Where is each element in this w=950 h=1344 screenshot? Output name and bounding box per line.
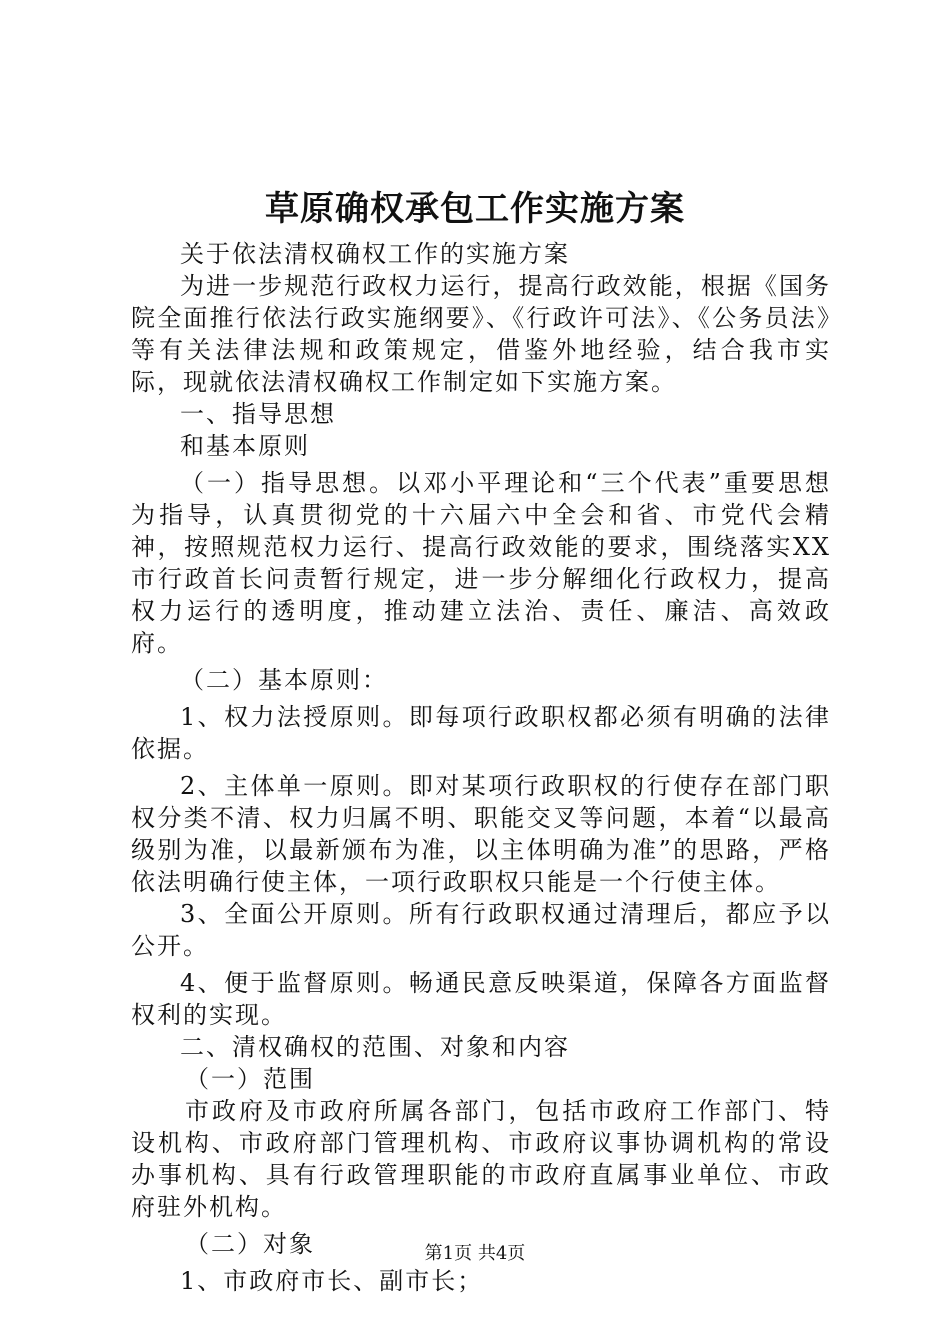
subtitle-paragraph: 关于依法清权确权工作的实施方案 (180, 240, 570, 268)
principle-4: 4、便于监督原则。畅通民意反映渠道，保障各方面监督权利的实现。 (131, 969, 831, 1029)
scope-paragraph: 市政府及市政府所属各部门，包括市政府工作部门、特设机构、市政府部门管理机构、市政府议事协调机构的常设办事机构、具有行政管理职能的市政府直属事业单位、市政府驻外机构。 (131, 1097, 831, 1221)
page-number-footer: 第1页 共4页 (424, 1243, 526, 1264)
section-heading-1-cont: 和基本原则 (180, 432, 310, 460)
principle-1: 1、权力法授原则。即每项行政职权都必须有明确的法律依据。 (131, 703, 831, 763)
principle-3: 3、全面公开原则。所有行政职权通过清理后，都应予以公开。 (131, 900, 831, 960)
principles-heading: （二）基本原则： (180, 666, 388, 694)
target-1: 1、市政府市长、副市长； (180, 1267, 484, 1295)
guiding-thought-paragraph: （一）指导思想。以邓小平理论和“三个代表”重要思想为指导，认真贯彻党的十六届六中全会和省、市党代会精神，按照规范权力运行、提高行政效能的要求，围绕落实XX市行政首长问责暂行规定，进一步分解细化行政权力，提高权力运行的透明度，推动建立法治、责任、廉洁、高效政府。 (131, 469, 831, 657)
document-body (131, 238, 831, 1297)
section-heading-1: 一、指导思想 (180, 400, 336, 428)
targets-heading: （二）对象 (185, 1230, 315, 1258)
principle-2: 2、主体单一原则。即对某项行政职权的行使存在部门职权分类不清、权力归属不明、职能交叉等问题，本着“以最高级别为准，以最新颁布为准，以主体明确为准”的思路，严格依法明确行使主体，一项行政职权只能是一个行使主体。 (131, 772, 831, 896)
intro-paragraph: 为进一步规范行政权力运行，提高行政效能，根据《国务院全面推行依法行政实施纲要》、《行政许可法》、《公务员法》等有关法律法规和政策规定，借鉴外地经验，结合我市实际，现就依法清权确权工作制定如下实施方案。 (131, 272, 831, 396)
scope-heading: （一）范围 (185, 1065, 315, 1093)
document-title: 草原确权承包工作实施方案 (265, 189, 685, 229)
section-heading-2: 二、清权确权的范围、对象和内容 (180, 1033, 570, 1061)
